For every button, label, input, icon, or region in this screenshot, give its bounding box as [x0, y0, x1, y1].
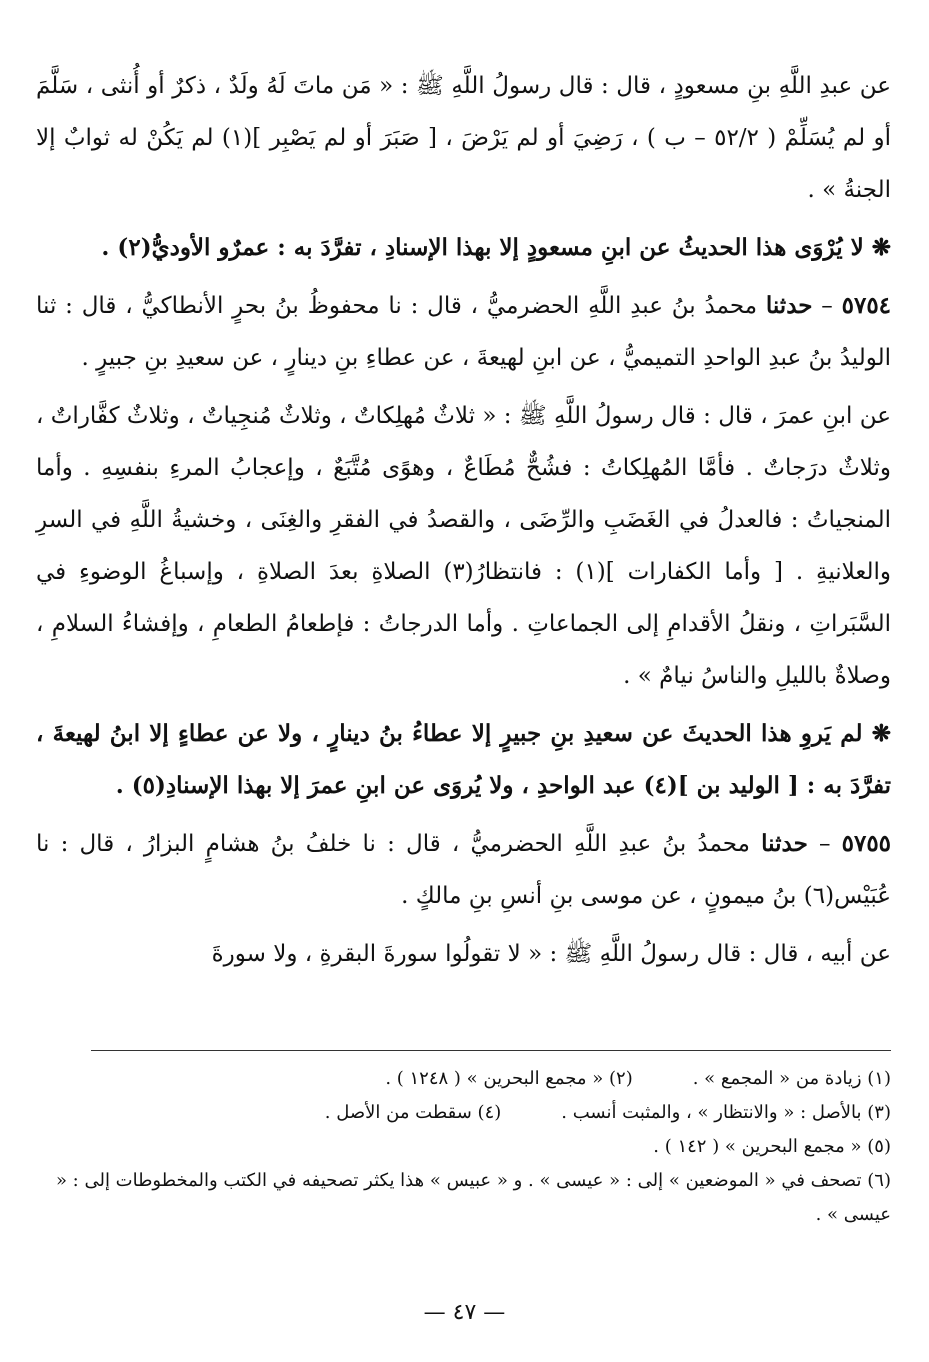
- footnote-row: [36, 1062, 891, 1096]
- hadith-text-paragraph: عن أبيه ، قال : قال رسولُ اللَّهِ ﷺ : « لا تقولُوا سورةَ البقرةِ ، ولا سورةَ: [211, 941, 891, 967]
- footnote-1: (١) زيادة من « المجمع » .: [692, 1068, 891, 1089]
- footnote-4: (٤) سقطت من الأصل .: [324, 1102, 502, 1123]
- footnote-2: (٢) « مجمع البحرين » ( ١٢٤٨ ) .: [385, 1068, 633, 1089]
- commentary-paragraph: ❋ لا يُرْوَى هذا الحديثُ عن ابنِ مسعودٍ إلا بهذا الإسنادِ ، تفرَّدَ به : عمرٌو الأوديُّ(٢) .: [101, 234, 891, 261]
- footnote-3: (٣) بالأصل : « والانتظار » ، والمثبت أنسب .: [561, 1102, 891, 1123]
- footnote-row: [36, 1096, 891, 1130]
- page-body: [36, 60, 891, 980]
- chain-text: محمدُ بنُ عبدِ اللَّهِ الحضرميُّ ، قال : نا محفوظُ بنُ بحرٍ الأنطاكيُّ ، قال : ثنا الوليدُ بنُ عبدِ الواحدِ التميميُّ ، عن ابنِ لهيعةَ ، عن عطاءِ بنِ دينارٍ ، عن سعيدِ بنِ جبيرٍ .: [36, 293, 891, 371]
- footnotes: [36, 1062, 891, 1232]
- commentary-paragraph: ❋ لم يَروِ هذا الحديثَ عن سعيدِ بنِ جبيرٍ إلا عطاءُ بنُ دينارٍ ، ولا عن عطاءٍ إلا ابنُ لهيعةَ ، تفرَّدَ به : [ الوليد بن ](٤) عبد الواحدِ ، ولا يُروَى عن ابنِ عمرَ إلا بهذا الإسنادِ(٥) .: [36, 720, 891, 799]
- footnote-divider: [91, 1050, 891, 1051]
- hadith-number: ٥٧٥٥: [841, 830, 892, 857]
- footnote-6: (٦) تصحف في « الموضعين » إلى : « عيسى » . و « عبيس » هذا يكثر تصحيفه في الكتب والمخطوطات إلى : « عيسى » .: [55, 1170, 891, 1225]
- hadith-chain-paragraph: ٥٧٥٤ – حدثنا محمدُ بنُ عبدِ اللَّهِ الحضرميُّ ، قال : نا محفوظُ بنُ بحرٍ الأنطاكيُّ ، قال : ثنا الوليدُ بنُ عبدِ الواحدِ التميميُّ ، عن ابنِ لهيعةَ ، عن عطاءِ بنِ دينارٍ ، عن سعيدِ بنِ جبيرٍ .: [36, 292, 892, 371]
- hadith-chain-paragraph: ٥٧٥٥ – حدثنا محمدُ بنُ عبدِ اللَّهِ الحضرميُّ ، قال : نا خلفُ بنُ هشامٍ البزارُ ، قال : نا عُبَيْس(٦) بنُ ميمونٍ ، عن موسى بنِ أنسِ بنِ مالكٍ .: [36, 830, 892, 909]
- chain-lead: حدثنا: [765, 292, 813, 319]
- chain-text: محمدُ بنُ عبدِ اللَّهِ الحضرميُّ ، قال : نا خلفُ بنُ هشامٍ البزارُ ، قال : نا عُبَيْس(٦) بنُ ميمونٍ ، عن موسى بنِ أنسِ بنِ مالكٍ .: [36, 831, 891, 909]
- hadith-text-paragraph: عن ابنِ عمرَ ، قال : قال رسولُ اللَّهِ ﷺ : « ثلاثٌ مُهلِكاتٌ ، وثلاثٌ مُنجِياتٌ ، وثلاثٌ كفَّاراتٌ ، وثلاثٌ درَجاتٌ . فأمَّا المُهلِكاتُ : فشُحٌّ مُطَاعٌ ، وهوًى مُتَّبَعٌ ، وإعجابُ المرءِ بنفسِهِ . وأما المنجياتُ : فالعدلُ في الغَضَبِ والرِّضَى ، والقصدُ في الفقرِ والغِنَى ، وخشيةُ اللَّهِ في السرِ والعلانيةِ . [ وأما الكفارات ](١) : فانتظارُ(٣) الصلاةِ بعدَ الصلاةِ ، وإسباغُ الوضوءِ في السَّبَراتِ ، ونقلُ الأقدامِ إلى الجماعاتِ . وأما الدرجاتُ : فإطعامُ الطعامِ ، وإفشاءُ السلامِ ، وصلاةٌ بالليلِ والناسُ نيامٌ » .: [36, 403, 891, 689]
- footnote-row: [36, 1130, 891, 1164]
- footnote-5: (٥) « مجمع البحرين » ( ١٤٢ ) .: [653, 1136, 891, 1157]
- hadith-text-paragraph: عن عبدِ اللَّهِ بنِ مسعودٍ ، قال : قال رسولُ اللَّهِ ﷺ : « مَن ماتَ لَهُ ولَدٌ ، ذكرٌ أو أُنثى ، سَلَّمَ أو لم يُسَلِّمْ ( ٥٢/٢ – ب ) ، رَضِيَ أو لم يَرْضَ ، [ صَبَرَ أو لم يَصْبِر ](١) لم يَكُنْ له ثوابٌ إلا الجنةُ » .: [36, 73, 891, 203]
- page-number: — ٤٧ —: [423, 1300, 506, 1325]
- hadith-number: ٥٧٥٤: [841, 292, 892, 319]
- chain-lead: حدثنا: [761, 830, 808, 857]
